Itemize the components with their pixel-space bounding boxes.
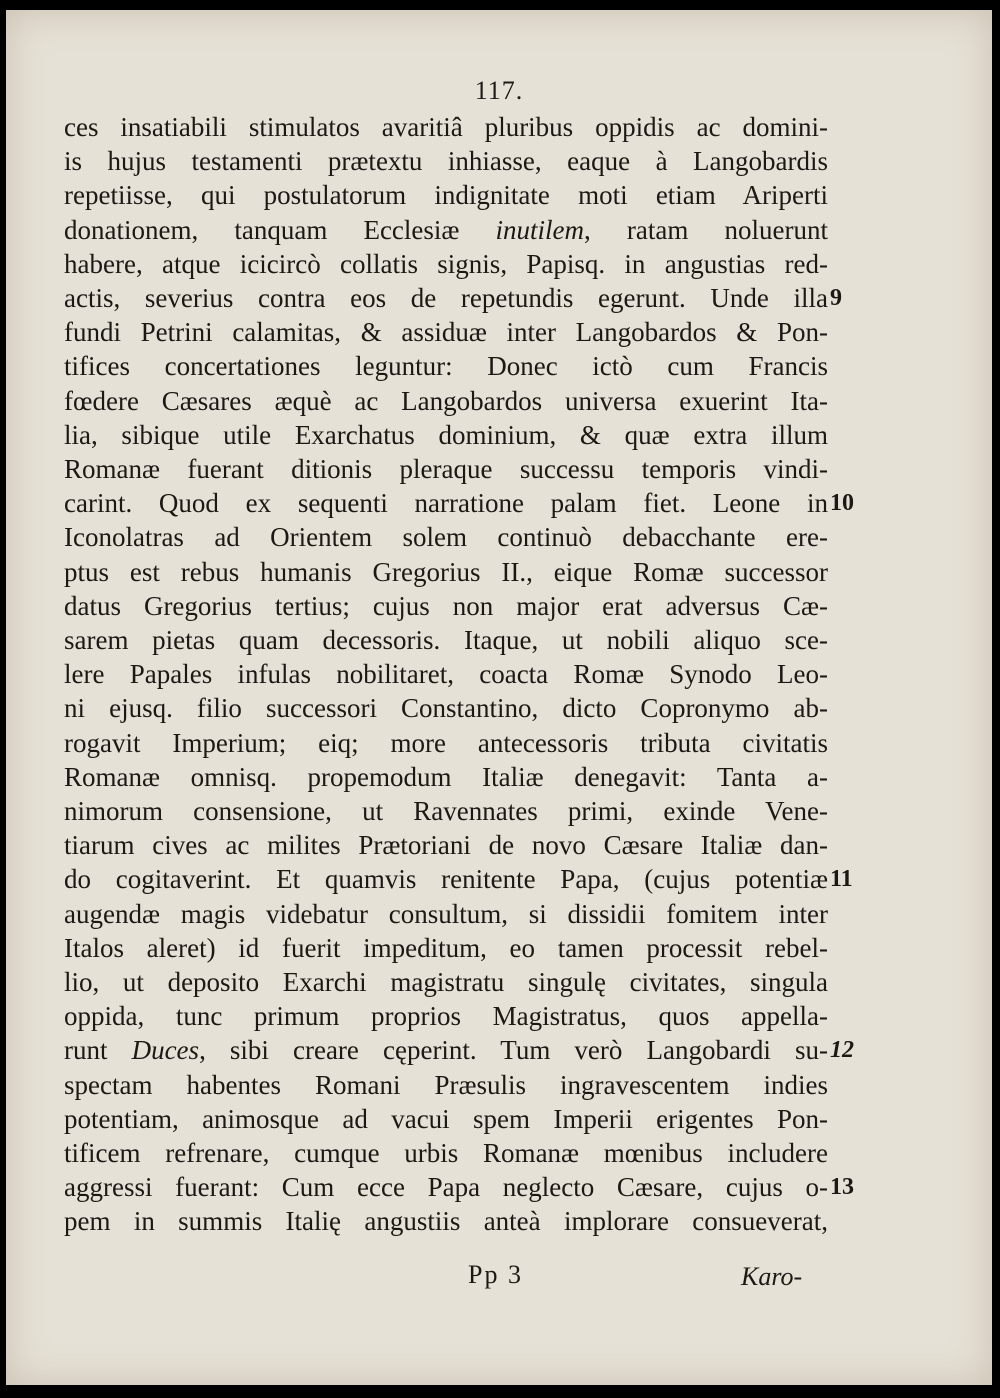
text-line: lio, ut deposito Exarchi magistratu singulę civitates, singula [64, 967, 828, 997]
text-line: Romanæ omnisq. propemodum Italiæ denegavit: Tanta a- [64, 761, 828, 792]
text-line: is hujus testamenti prætextu inhiasse, eaque à Langobardis [64, 146, 828, 177]
page-number: 117. [474, 76, 524, 105]
text-line: sarem pietas quam decessoris. Itaque, ut nobili aliquo sce- [64, 625, 828, 655]
text-line: carint. Quod ex sequenti narratione palam fiet. Leone in [64, 488, 828, 519]
text-line: nimorum consensione, ut Ravennates primi, exinde Vene- [64, 796, 828, 826]
text-line: actis, severius contra eos de repetundis egerunt. Unde illa [64, 283, 828, 313]
margin-number: 12 [830, 1037, 854, 1064]
text-line: Italos aleret) id fuerit impeditum, eo tamen processit rebel- [64, 932, 828, 963]
text-line: pem in summis Italię angustiis anteà implorare consueverat, [64, 1206, 828, 1237]
margin-number: 9 [830, 285, 842, 311]
book-page [6, 10, 992, 1385]
text-line: ni ejusq. filio successori Constantino, dicto Copronymo ab- [64, 693, 828, 724]
catchword: Karo- [741, 1262, 803, 1291]
text-line: lia, sibique utile Exarchatus dominium, & quæ extra illum [64, 419, 828, 450]
text-line: augendæ magis videbatur consultum, si dissidii fomitem inter [64, 898, 828, 929]
text-line: tifices concertationes leguntur: Donec ictò cum Francis [64, 351, 828, 382]
text-line: datus Gregorius tertius; cujus non major erat adversus Cæ- [64, 590, 828, 621]
text-line: tiarum cives ac milites Prætoriani de novo Cæsare Italiæ dan- [64, 830, 828, 861]
text-line: runt Duces, sibi creare cęperint. Tum verò Langobardi su- [64, 1035, 828, 1066]
margin-number: 10 [830, 490, 854, 517]
text-line: habere, atque icicircò collatis signis, Papisq. in angustias red- [64, 248, 828, 279]
text-line: lere Papales infulas nobilitaret, coacta Romæ Synodo Leo- [64, 659, 828, 690]
text-line: Iconolatras ad Orientem solem continuò debacchante ere- [64, 522, 828, 553]
text-line: repetiisse, qui postulatorum indignitate moti etiam Ariperti [64, 180, 828, 211]
text-line: aggressi fuerant: Cum ecce Papa neglecto Cæsare, cujus o- [64, 1172, 828, 1203]
text-line: ptus est rebus humanis Gregorius II., eique Romæ successor [64, 556, 828, 587]
text-line: ces insatiabili stimulatos avaritiâ pluribus oppidis ac domini- [64, 112, 828, 142]
text-line: tificem refrenare, cumque urbis Romanæ mœnibus includere [64, 1138, 828, 1168]
margin-number: 13 [830, 1174, 854, 1201]
text-line: fundi Petrini calamitas, & assiduæ inter Langobardos & Pon- [64, 317, 828, 348]
text-line: do cogitaverint. Et quamvis renitente Papa, (cujus potentiæ [64, 864, 828, 895]
text-line: oppida, tunc primum proprios Magistratus, quos appella- [64, 1001, 828, 1032]
signature-mark: Pp 3 [468, 1260, 523, 1289]
text-line: donationem, tanquam Ecclesiæ inutilem, ratam noluerunt [64, 214, 828, 245]
text-line: fœdere Cæsares æquè ac Langobardos universa exuerint Ita- [64, 385, 828, 416]
text-line: Romanæ fuerant ditionis pleraque successu temporis vindi- [64, 454, 828, 484]
text-line: rogavit Imperium; eiq; more antecessoris tributa civitatis [64, 727, 828, 758]
margin-number: 11 [830, 866, 853, 893]
text-line: potentiam, animosque ad vacui spem Imperii erigentes Pon- [64, 1103, 828, 1134]
text-line: spectam habentes Romani Præsulis ingravescentem indies [64, 1069, 828, 1100]
